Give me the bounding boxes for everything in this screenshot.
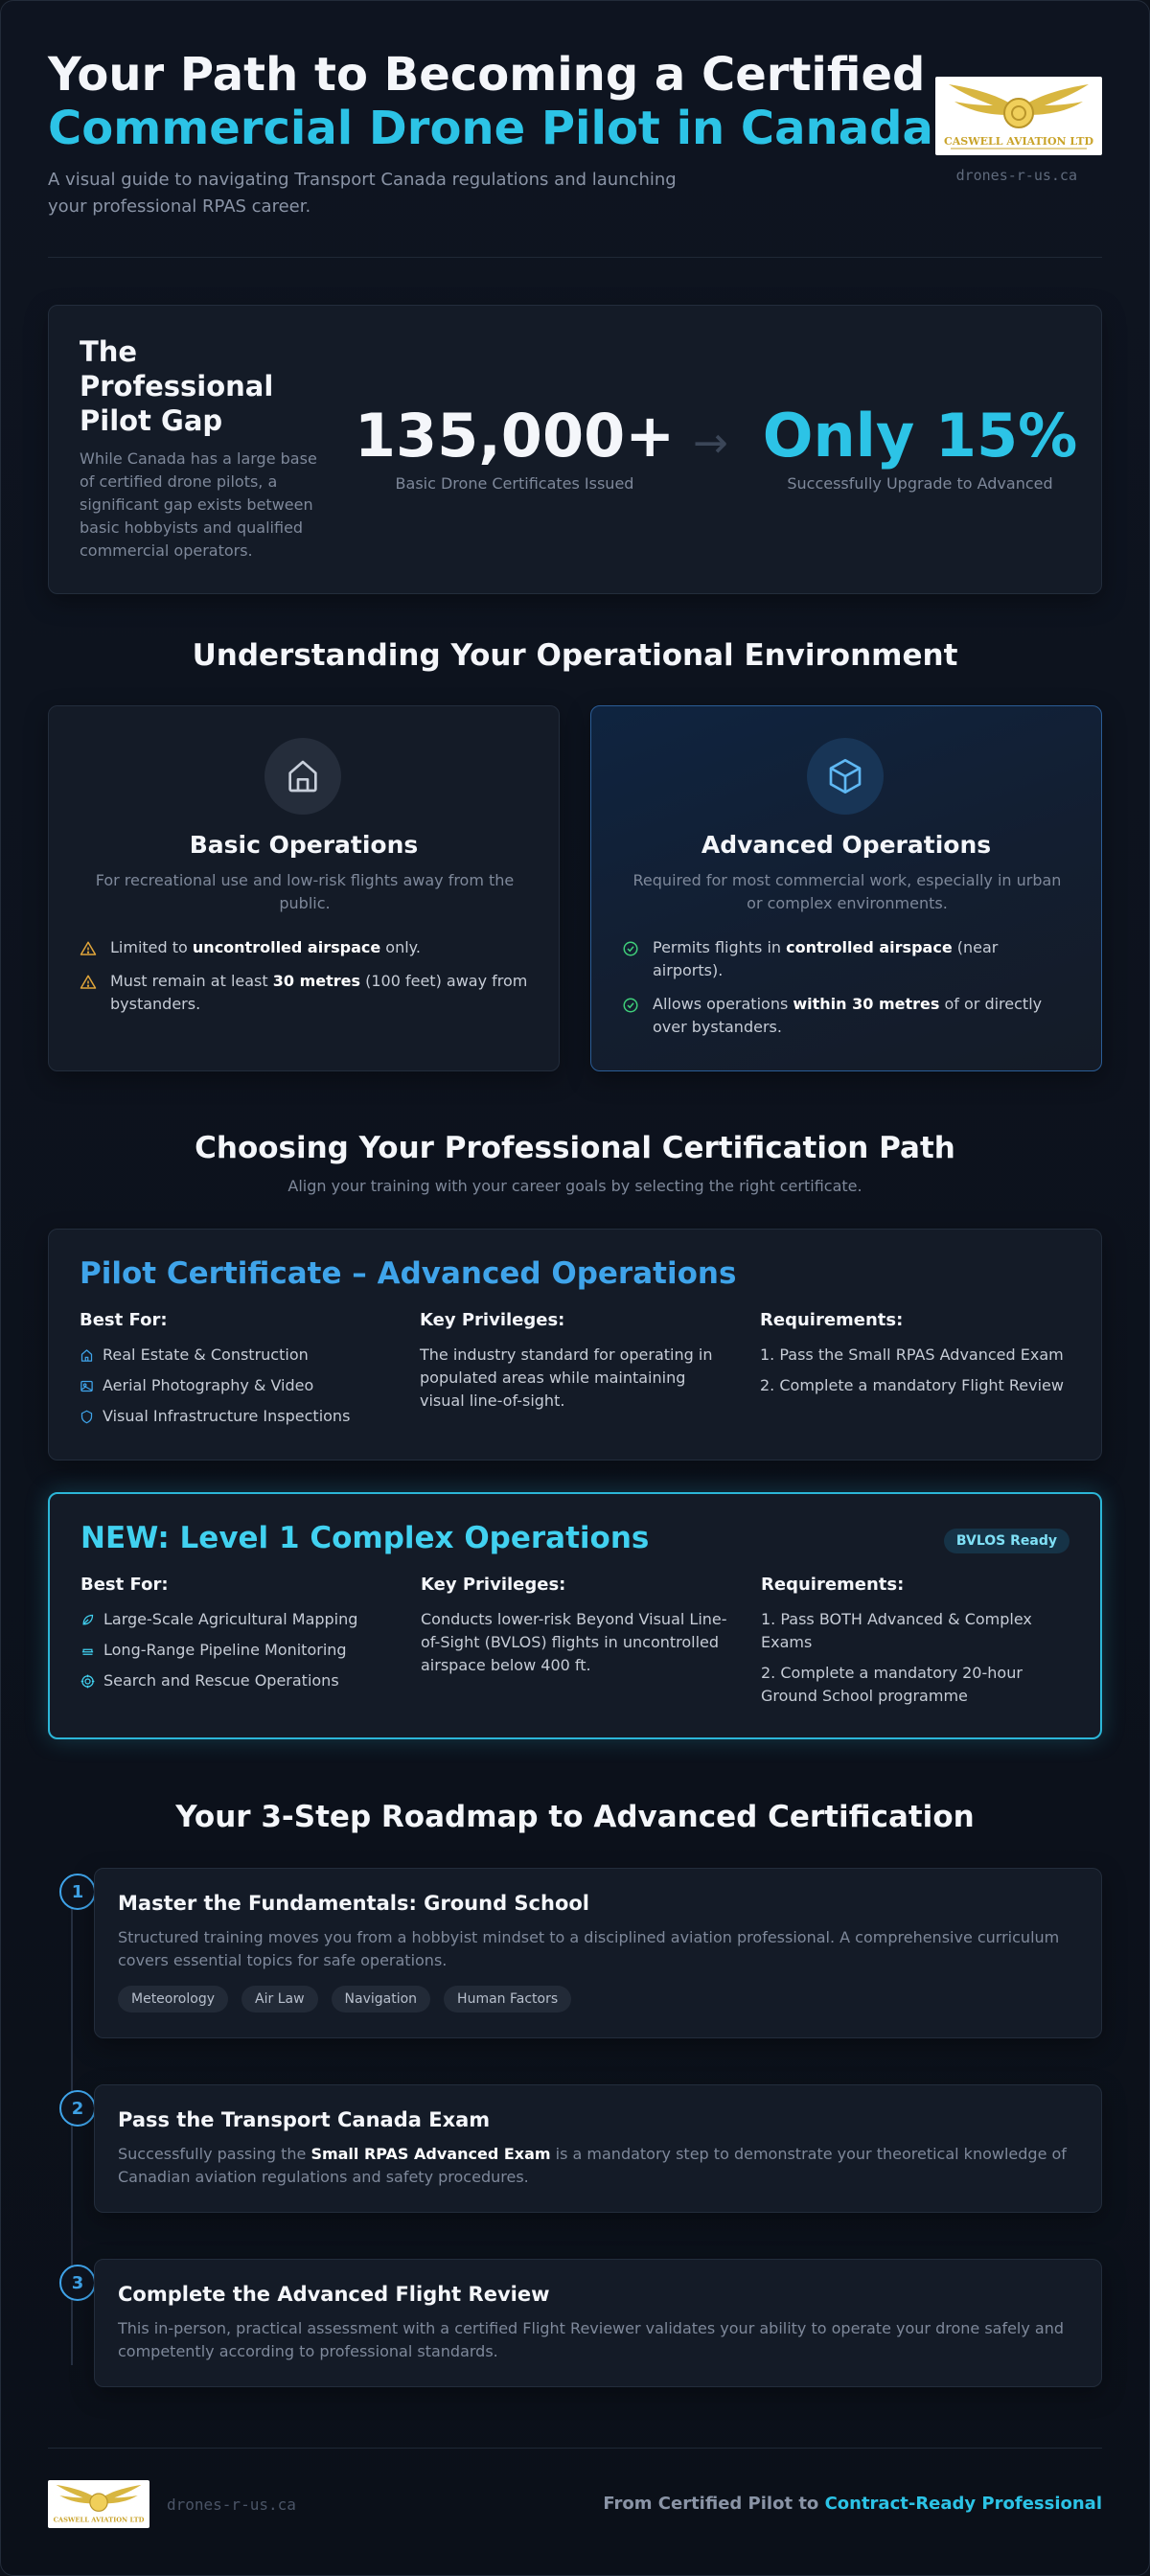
roadmap-step-3 bbox=[94, 2259, 1102, 2387]
privileges-label: Key Privileges: bbox=[420, 1310, 565, 1330]
house-icon bbox=[264, 738, 341, 815]
header bbox=[48, 48, 1102, 220]
list-item: Allows operations within 30 metres of or directly over bystanders. bbox=[622, 993, 1072, 1039]
advanced-operations-card bbox=[590, 705, 1102, 1071]
list-item: Permits flights in controlled airspace (near airports). bbox=[622, 936, 1072, 982]
roadmap-heading: Your 3-Step Roadmap to Advanced Certification bbox=[175, 1800, 975, 1834]
requirements-label: Requirements: bbox=[761, 1575, 905, 1595]
best-for-label: Best For: bbox=[80, 1575, 169, 1595]
advanced-certificate-title: Pilot Certificate – Advanced Operations bbox=[80, 1256, 737, 1291]
page-subtitle: A visual guide to navigating Transport Canada regulations and launching your professional RPAS career. bbox=[48, 170, 677, 217]
basic-operations-description: For recreational use and low-risk flights away from the public. bbox=[95, 871, 515, 912]
house-icon bbox=[80, 1348, 94, 1363]
certification-subheading: Align your training with your career goals by selecting the right certificate. bbox=[288, 1177, 862, 1195]
best-for-column bbox=[80, 1310, 386, 1436]
pilot-gap-card bbox=[48, 305, 1102, 594]
page-title-line1: Your Path to Becoming a Certified bbox=[48, 48, 926, 102]
warning-icon bbox=[80, 974, 97, 991]
complex-certificate-card bbox=[48, 1492, 1102, 1739]
gap-title: The Professional Pilot Gap bbox=[80, 335, 274, 437]
gap-description: While Canada has a large base of certified drone pilots, a significant gap exists between basic hobbyists and qualified commercial operators. bbox=[80, 449, 317, 560]
step-title: Pass the Transport Canada Exam bbox=[118, 2108, 491, 2131]
basic-operations-list bbox=[80, 936, 530, 1026]
basic-operations-card bbox=[48, 705, 560, 1071]
environment-heading: Understanding Your Operational Environment bbox=[192, 638, 958, 673]
complex-certificate-title: NEW: Level 1 Complex Operations bbox=[80, 1521, 650, 1555]
advanced-operations-title: Advanced Operations bbox=[701, 831, 992, 859]
footer-url: drones-r-us.ca bbox=[167, 2496, 296, 2514]
best-for-column bbox=[80, 1575, 387, 1700]
shield-icon bbox=[80, 1410, 94, 1424]
requirements-label: Requirements: bbox=[760, 1310, 904, 1330]
step-description: This in-person, practical assessment with a certified Flight Reviewer validates your ability to operate your drone safely and competently according to professional standards. bbox=[118, 2319, 1065, 2360]
list-item: Long-Range Pipeline Monitoring bbox=[80, 1639, 387, 1662]
list-item: Large-Scale Agricultural Mapping bbox=[80, 1608, 387, 1631]
stat-upgrade bbox=[758, 402, 1082, 493]
basic-operations-title: Basic Operations bbox=[189, 831, 419, 859]
step-description: Successfully passing the Small RPAS Advanced Exam is a mandatory step to demonstrate your theoretical knowledge of Canadian aviation regulations and safety procedures. bbox=[118, 2145, 1067, 2186]
advanced-certificate-card bbox=[48, 1229, 1102, 1460]
footer-logo bbox=[48, 2480, 150, 2528]
privileges-column bbox=[421, 1575, 727, 1677]
logo-wordmark: CASWELL AVIATION LTD bbox=[53, 2516, 145, 2524]
advanced-operations-description: Required for most commercial work, especially in urban or complex environments. bbox=[632, 871, 1062, 912]
best-for-label: Best For: bbox=[80, 1310, 168, 1330]
step-number-1: 1 bbox=[59, 1874, 96, 1910]
check-circle-icon bbox=[622, 997, 639, 1014]
step-title: Master the Fundamentals: Ground School bbox=[118, 1892, 589, 1915]
list-item: 2. Complete a mandatory Flight Review bbox=[760, 1376, 1064, 1394]
list-item: 1. Pass the Small RPAS Advanced Exam bbox=[760, 1346, 1064, 1364]
list-item: 1. Pass BOTH Advanced & Complex Exams bbox=[761, 1610, 1032, 1651]
privileges-text: The industry standard for operating in populated areas while maintaining visual line-of-sight. bbox=[420, 1346, 713, 1410]
topic-tags bbox=[118, 1986, 571, 2012]
pipeline-icon bbox=[80, 1644, 95, 1658]
check-circle-icon bbox=[622, 940, 639, 957]
leaf-icon bbox=[80, 1613, 95, 1627]
bvlos-badge: BVLOS Ready bbox=[944, 1529, 1070, 1553]
list-item: Visual Infrastructure Inspections bbox=[80, 1405, 386, 1428]
stat-upgrade-value: Only 15% bbox=[762, 401, 1078, 471]
privileges-column bbox=[420, 1310, 726, 1413]
advanced-operations-list bbox=[622, 936, 1072, 1049]
stat-certificates bbox=[354, 402, 676, 493]
logo-url: drones-r-us.ca bbox=[955, 167, 1077, 184]
warning-icon bbox=[80, 940, 97, 957]
requirements-column bbox=[761, 1575, 1068, 1715]
certification-heading: Choosing Your Professional Certification Path bbox=[195, 1131, 955, 1165]
stat-upgrade-label: Successfully Upgrade to Advanced bbox=[787, 474, 1053, 493]
list-item: Search and Rescue Operations bbox=[80, 1669, 387, 1692]
target-icon bbox=[80, 1674, 95, 1689]
cube-icon bbox=[807, 738, 884, 815]
footer-tagline: From Certified Pilot to Contract-Ready Professional bbox=[603, 2494, 1102, 2514]
tag-air-law: Air Law bbox=[242, 1986, 318, 2012]
stat-certificates-value: 135,000+ bbox=[354, 401, 676, 471]
divider bbox=[48, 257, 1102, 258]
list-item: Real Estate & Construction bbox=[80, 1344, 386, 1367]
logo-wordmark: CASWELL AVIATION LTD bbox=[944, 135, 1093, 148]
privileges-text: Conducts lower-risk Beyond Visual Line-of-Sight (BVLOS) flights in uncontrolled airspace below 400 ft. bbox=[421, 1610, 727, 1674]
image-icon bbox=[80, 1379, 94, 1393]
roadmap-step-2 bbox=[94, 2084, 1102, 2213]
winged-logo-icon bbox=[48, 2480, 150, 2528]
page-title-line2: Commercial Drone Pilot in Canada bbox=[48, 102, 933, 155]
winged-logo-icon bbox=[935, 77, 1102, 155]
company-logo bbox=[935, 77, 1102, 155]
privileges-label: Key Privileges: bbox=[421, 1575, 566, 1595]
roadmap-step-1 bbox=[94, 1868, 1102, 2038]
stat-certificates-label: Basic Drone Certificates Issued bbox=[395, 474, 634, 493]
requirements-column bbox=[760, 1310, 1067, 1405]
list-item: Must remain at least 30 metres (100 feet) away from bystanders. bbox=[80, 970, 530, 1016]
tag-human-factors: Human Factors bbox=[444, 1986, 571, 2012]
step-title: Complete the Advanced Flight Review bbox=[118, 2283, 550, 2306]
arrow-right-icon: → bbox=[693, 419, 728, 468]
tag-meteorology: Meteorology bbox=[118, 1986, 228, 2012]
tag-navigation: Navigation bbox=[332, 1986, 431, 2012]
step-number-2: 2 bbox=[59, 2090, 96, 2127]
list-item: Aerial Photography & Video bbox=[80, 1374, 386, 1397]
list-item: Limited to uncontrolled airspace only. bbox=[80, 936, 530, 959]
step-number-3: 3 bbox=[59, 2265, 96, 2301]
list-item: 2. Complete a mandatory 20-hour Ground School programme bbox=[761, 1664, 1023, 1705]
footer-divider bbox=[48, 2448, 1102, 2449]
step-description: Structured training moves you from a hobbyist mindset to a disciplined aviation professional. A comprehensive curriculum covers essential topics for safe operations. bbox=[118, 1928, 1060, 1969]
